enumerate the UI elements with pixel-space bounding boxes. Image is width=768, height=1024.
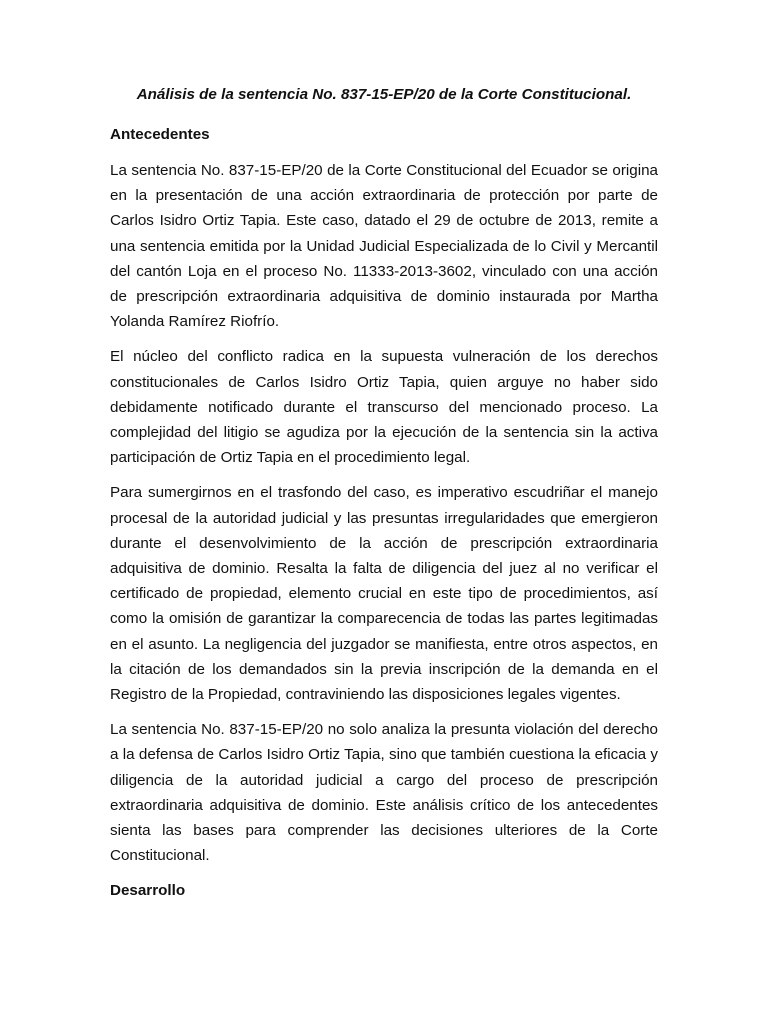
document-title: Análisis de la sentencia No. 837-15-EP/20 de la Corte Constitucional.	[136, 86, 632, 103]
document-page	[110, 86, 658, 914]
paragraph: La sentencia No. 837-15-EP/20 de la Corte Constitucional del Ecuador se origina en la presentación de una acción extraordinaria de protección por parte de Carlos Isidro Ortiz Tapia. Este caso, datado el 29 de octubre de 2013, remite a una sentencia emitida por la Unidad Judicial Especializada de lo Civil y Mercantil del cantón Loja en el proceso No. 11333-2013-3602, vinculado con una acción de prescripción extraordinaria adquisitiva de dominio instaurada por Martha Yolanda Ramírez Riofrío.	[110, 162, 658, 331]
paragraph: La sentencia No. 837-15-EP/20 no solo analiza la presunta violación del derecho a la defensa de Carlos Isidro Ortiz Tapia, sino que también cuestiona la eficacia y diligencia de la autoridad judicial a cargo del proceso de prescripción extraordinaria adquisitiva de dominio. Este análisis crítico de los antecedentes sienta las bases para comprender las decisiones ulteriores de la Corte Constitucional.	[110, 721, 658, 865]
paragraph: El núcleo del conflicto radica en la supuesta vulneración de los derechos constitucionales de Carlos Isidro Ortiz Tapia, quien arguye no haber sido debidamente notificado durante el transcurso del mencionado proceso. La complejidad del litigio se agudiza por la ejecución de la sentencia sin la activa participación de Ortiz Tapia en el procedimiento legal.	[110, 348, 658, 467]
section-heading-antecedentes: Antecedentes	[110, 126, 210, 143]
paragraph: Para sumergirnos en el trasfondo del caso, es imperativo escudriñar el manejo procesal de la autoridad judicial y las presuntas irregularidades que emergieron durante el desenvolvimiento de la acción de prescripción extraordinaria adquisitiva de dominio. Resalta la falta de diligencia del juez al no verificar el certificado de propiedad, elemento crucial en este tipo de procedimientos, así como la omisión de garantizar la comparecencia de todas las partes legitimadas en el asunto. La negligencia del juzgador se manifiesta, entre otros aspectos, en la citación de los demandados sin la previa inscripción de la demanda en el Registro de la Propiedad, contraviniendo las disposiciones legales vigentes.	[110, 484, 658, 704]
section-heading-desarrollo: Desarrollo	[110, 882, 186, 900]
